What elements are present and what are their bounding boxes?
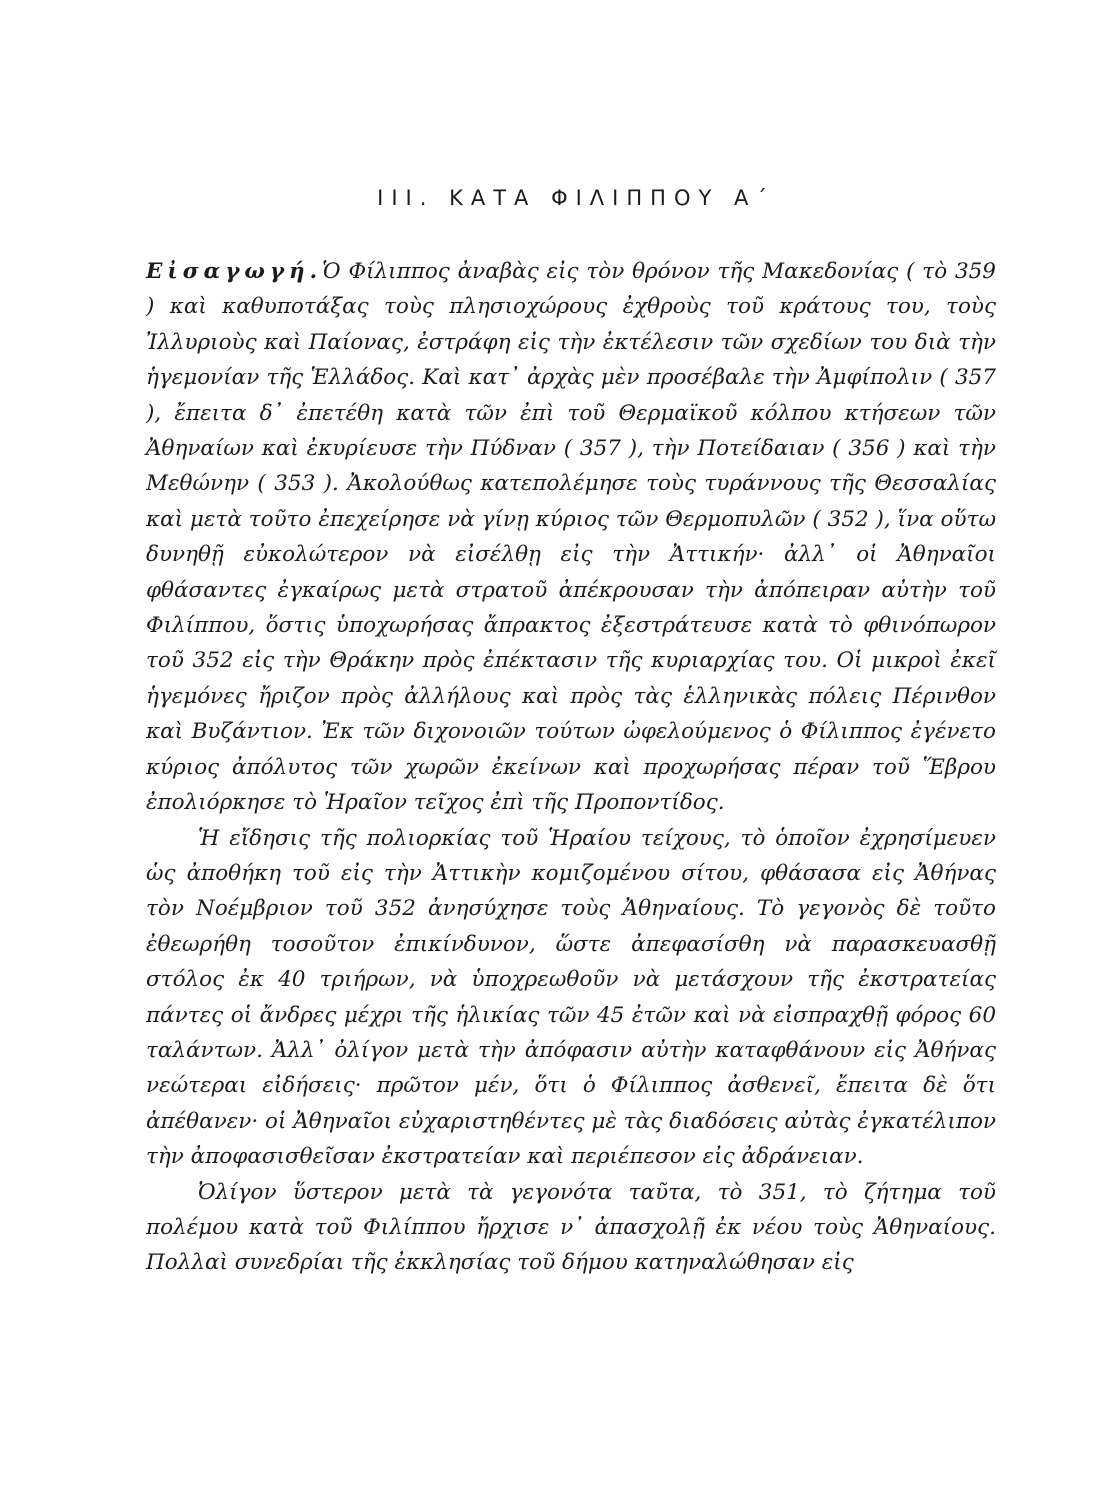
paragraph-war-question: Ὀλίγον ὕστερον μετὰ τὰ γεγονότα ταῦτα, τὸ 351, τὸ ζήτημα τοῦ πολέμου κατὰ τοῦ Φιλίππου ἤρχισε ν᾽ ἀπασχολῇ ἐκ νέου τοὺς Ἀθηναίους. Πολλαὶ συνεδρίαι τῆς ἐκκλησίας τοῦ δήμου κατηναλώθησαν εἰς [146, 1179, 996, 1276]
paragraph-siege-news: Ἡ εἴδησις τῆς πολιορκίας τοῦ Ἡραίου τείχους, τὸ ὁποῖον ἐχρησίμευεν ὡς ἀποθήκη τοῦ εἰς τὴν Ἀττικὴν κομιζομένου σίτου, φθάσασα εἰς Ἀθήνας τὸν Νοέμβριον τοῦ 352 ἀνησύχησε τοὺς Ἀθηναίους. Τὸ γεγονὸς δὲ τοῦτο ἐθεωρήθη τοσοῦτον ἐπικίνδυνον, ὥστε ἀπεφασίσθη νὰ παρασκευασθῇ στόλος ἐκ 40 τριήρων, νὰ ὑποχρεωθοῦν νὰ μετάσχουν τῆς ἐκστρατείας πάντες οἱ ἄνδρες μέχρι τῆς ἡλικίας τῶν 45 ἐτῶν καὶ νὰ εἰσπραχθῇ φόρος 60 ταλάντων. Ἀλλ᾽ ὀλίγον μετὰ τὴν ἀπόφασιν αὐτὴν καταφθάνουν εἰς Ἀθήνας νεώτεραι εἰδήσεις· πρῶτον μέν, ὅτι ὁ Φίλιππος ἀσθενεῖ, ἔπειτα δὲ ὅτι ἀπέθανεν· οἱ Ἀθηναῖοι εὐχαριστηθέντες μὲ τὰς διαδόσεις αὐτὰς ἐγκατέλιπον τὴν ἀποφασισθεῖσαν ἐκστρατείαν καὶ περιέπεσον εἰς ἀδράνειαν. [146, 825, 996, 1170]
book-page [146, 186, 996, 1281]
introduction-label: Εἰσαγωγή. [146, 259, 323, 284]
paragraph-text: Ὁ Φίλιππος ἀναβὰς εἰς τὸν θρόνον τῆς Μακεδονίας ( τὸ 359 ) καὶ καθυποτάξας τοὺς πλησιοχώρους ἐχθροὺς τοῦ κράτους του, τοὺς Ἰλλυριοὺς καὶ Παίονας, ἐστράφη εἰς τὴν ἐκτέλεσιν τῶν σχεδίων του διὰ τὴν ἡγεμονίαν τῆς Ἑλλάδος. Καὶ κατ᾽ ἀρχὰς μὲν προσέβαλε τὴν Ἀμφίπολιν ( 357 ), ἔπειτα δ᾽ ἐπετέθη κατὰ τῶν ἐπὶ τοῦ Θερμαϊκοῦ κόλπου κτήσεων τῶν Ἀθηναίων καὶ ἐκυρίευσε τὴν Πύδναν ( 357 ), τὴν Ποτείδαιαν ( 356 ) καὶ τὴν Μεθώνην ( 353 ). Ἀκολούθως κατεπολέμησε τοὺς τυράννους τῆς Θεσσαλίας καὶ μετὰ τοῦτο ἐπεχείρησε νὰ γίνῃ κύριος τῶν Θερμοπυλῶν ( 352 ), ἵνα οὕτω δυνηθῇ εὐκολώτερον νὰ εἰσέλθῃ εἰς τὴν Ἀττικήν· ἀλλ᾽ οἱ Ἀθηναῖοι φθάσαντες ἐγκαίρως μετὰ στρατοῦ ἀπέκρουσαν τὴν ἀπόπειραν αὐτὴν τοῦ Φιλίππου, ὅστις ὑποχωρήσας ἄπρακτος ἐξεστράτευσε κατὰ τὸ φθινόπωρον τοῦ 352 εἰς τὴν Θράκην πρὸς ἐπέκτασιν τῆς κυριαρχίας του. Οἱ μικροὶ ἐκεῖ ἡγεμόνες ἤριζον πρὸς ἀλλήλους καὶ πρὸς τὰς ἑλληνικὰς πόλεις Πέρινθον καὶ Βυζάντιον. Ἐκ τῶν διχονοιῶν τούτων ὠφελούμενος ὁ Φίλιππος ἐγένετο κύριος ἀπόλυτος τῶν χωρῶν ἐκείνων καὶ προχωρήσας πέραν τοῦ Ἕβρου ἐπολιόρκησε τὸ Ἡραῖον τεῖχος ἐπὶ τῆς Προποντίδος. [146, 259, 996, 816]
paragraph-introduction [146, 254, 996, 821]
chapter-title: III. ΚΑΤΑ ΦΙΛΙΠΠΟΥ Α΄ [377, 186, 775, 210]
